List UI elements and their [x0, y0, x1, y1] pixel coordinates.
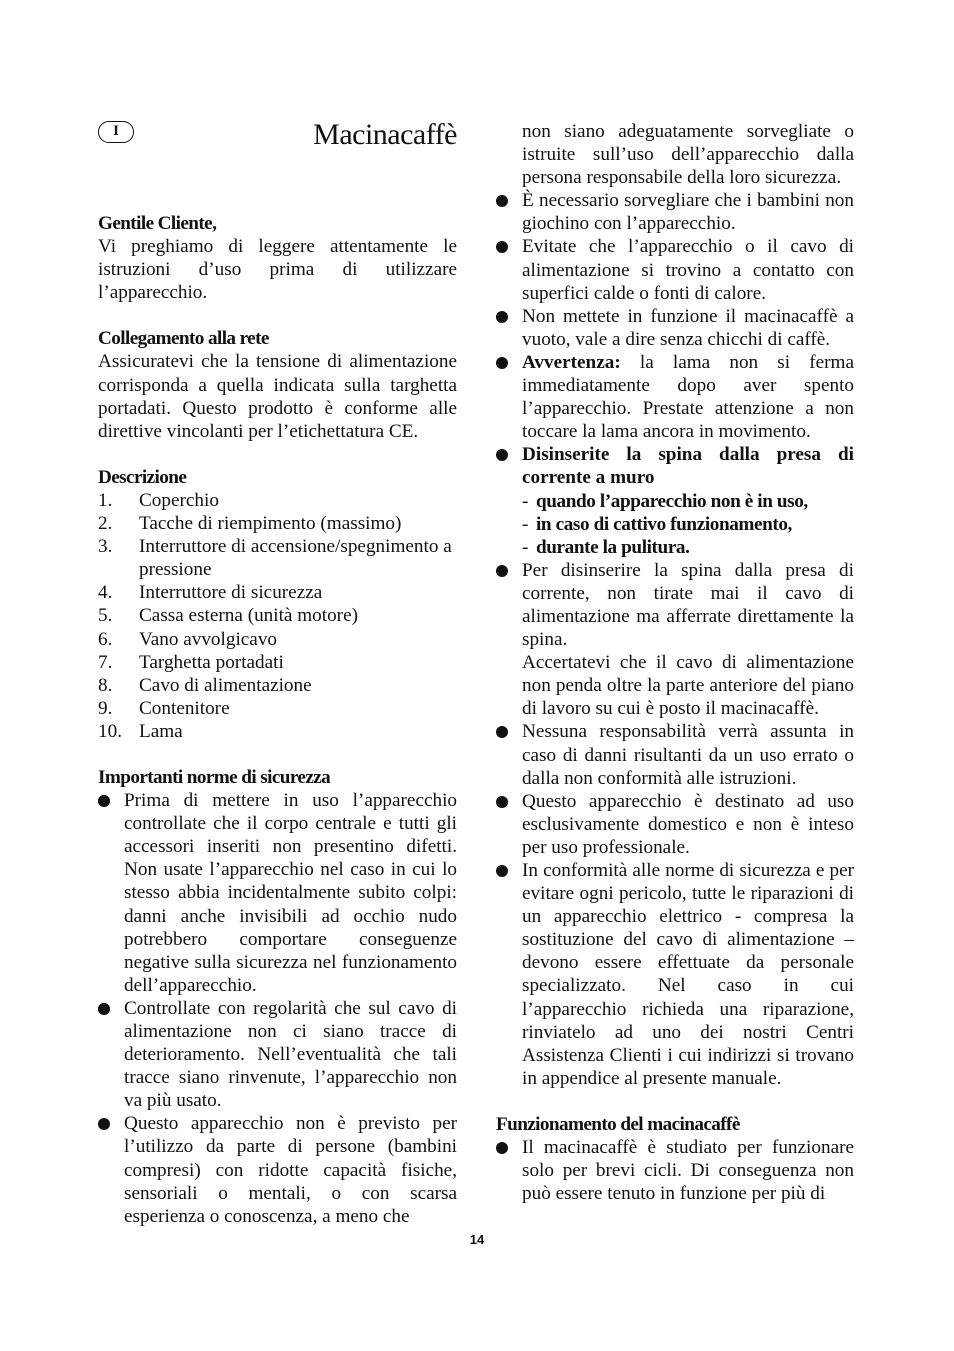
list-item [496, 720, 854, 789]
list-item [98, 489, 457, 512]
bullet-icon [496, 565, 508, 577]
list-item-number: 6. [98, 628, 113, 650]
page-number: 14 [469, 1232, 485, 1247]
list-item [98, 604, 457, 627]
unplug-case-text: durante la pulitura. [536, 536, 690, 558]
list-item-text: Lama [139, 720, 183, 742]
intro-text: Vi preghiamo di leggere attentamente le istruzioni d’uso prima di utilizzare l’apparecchio. [98, 236, 457, 304]
bullet-icon [496, 865, 508, 877]
bullet-icon [496, 1142, 508, 1154]
list-item [496, 305, 854, 351]
greeting: Gentile Cliente, [98, 213, 217, 234]
unplug-case-text: in caso di cattivo funzionamento, [536, 513, 792, 535]
list-item [496, 1136, 854, 1205]
list-item [496, 559, 854, 721]
list-item-text: Coperchio [139, 489, 219, 511]
bullet-icon [496, 449, 508, 461]
warning-text: la lama non si ferma immediatamente dopo aver spento l’apparecchio. Prestate attenzione a non toccare la lama ancora in movimento. [522, 351, 854, 443]
bullet-icon [98, 1118, 110, 1130]
dash-marker: - [522, 536, 528, 558]
list-item [98, 535, 457, 581]
bullet-icon [496, 796, 508, 808]
list-item-number: 8. [98, 674, 113, 696]
list-item-text: Cassa esterna (unità motore) [139, 605, 358, 627]
unplug-case [522, 490, 854, 513]
list-item-text: Per disinserire la spina dalla presa di corrente, non tirate mai il cavo di alimentazione ma afferrate direttamente la spina. [522, 559, 854, 651]
list-item-text: Tacche di riempimento (massimo) [139, 513, 402, 535]
list-item-number: 5. [98, 605, 113, 627]
unplug-case-text: quando l’apparecchio non è in uso, [536, 490, 808, 512]
list-item-text: Interruttore di sicurezza [139, 582, 323, 604]
list-item-text: Contenitore [139, 697, 230, 719]
operation-heading: Funzionamento del macinacaffè [496, 1113, 740, 1135]
list-item [496, 235, 854, 304]
list-item [496, 790, 854, 859]
list-item [496, 351, 854, 443]
list-item-text: Interruttore di accensione/spegnimento a pressione [139, 536, 452, 581]
list-item-text: Il macinacaffè è studiato per funzionare solo per brevi cicli. Di conseguenza non può essere tenuto in funzione per più di [522, 1137, 854, 1205]
left-column [98, 120, 457, 1228]
bullet-icon [496, 311, 508, 323]
list-item-number: 3. [98, 536, 113, 558]
right-column [496, 120, 854, 1205]
list-item [98, 581, 457, 604]
safety-heading: Importanti norme di sicurezza [98, 766, 331, 788]
safety-continuation: non siano adeguatamente sorvegliate o istruite sull’uso dell’apparecchio dalla persona responsabile della loro sicurezza. [522, 121, 854, 189]
bullet-icon [496, 726, 508, 738]
dash-marker: - [522, 490, 528, 512]
list-item-number: 1. [98, 489, 113, 511]
list-item-number: 10. [98, 720, 122, 742]
list-item [98, 512, 457, 535]
operation-list [496, 1136, 854, 1205]
list-item [98, 1112, 457, 1227]
list-item [98, 720, 457, 743]
list-item-text: È necessario sorvegliare che i bambini non giochino con l’apparecchio. [522, 190, 854, 235]
list-item-text: Controllate con regolarità che sul cavo di alimentazione non ci siano tracce di deterioramento. Nell’eventualità che tali tracce siano rinvenute, l’apparecchio non va più usato. [124, 997, 457, 1112]
list-item [98, 997, 457, 1112]
list-item-text: Questo apparecchio è destinato ad uso esclusivamente domestico e non è inteso per uso professionale. [522, 790, 854, 858]
list-item-number: 4. [98, 582, 113, 604]
connection-text: Assicuratevi che la tensione di alimentazione corrisponda a quella indicata sulla targhetta portadati. Questo prodotto è conforme alle direttive vincolanti per l’etichettatura CE. [98, 351, 457, 442]
list-item-text: In conformità alle norme di sicurezza e per evitare ogni pericolo, tutte le riparazioni di un apparecchio elettrico - compresa la sostituzione del cavo di alimentazione – devono essere effettuate da personale specializzato. Nel caso in cui l’apparecchio richieda una riparazione, rinviatelo ad uno dei nostri Centri Assistenza Clienti i cui indirizzi si trovano in appendice al presente manuale. [522, 860, 854, 1089]
connection-heading: Collegamento alla rete [98, 328, 269, 350]
page-title: Macinacaffè [313, 118, 457, 151]
list-item [98, 789, 457, 997]
list-item-text: Vano avvolgicavo [139, 628, 278, 650]
list-item-text: Non mettete in funzione il macinacaffè a vuoto, vale a dire senza chicchi di caffè. [522, 305, 854, 350]
bullet-icon [98, 795, 110, 807]
list-item-number: 7. [98, 651, 113, 673]
unplug-heading: Disinserite la spina dalla presa di corrente a muro [522, 444, 854, 489]
safety-list-right [496, 189, 854, 1090]
list-item [98, 697, 457, 720]
language-badge: I [98, 121, 134, 143]
dash-marker: - [522, 513, 528, 535]
warning-label: Avvertenza: [522, 351, 621, 373]
bullet-icon [496, 357, 508, 369]
parts-list [98, 489, 457, 743]
bullet-icon [98, 1003, 110, 1015]
unplug-case [522, 513, 854, 536]
list-item [98, 651, 457, 674]
list-item [98, 674, 457, 697]
list-item [496, 443, 854, 558]
description-heading: Descrizione [98, 466, 187, 488]
list-item-number: 9. [98, 697, 113, 719]
bullet-icon [496, 241, 508, 253]
list-item-text: Targhetta portadati [139, 651, 284, 673]
list-item-text: Nessuna responsabilità verrà assunta in caso di danni risultanti da un uso errato o dalla non conformità alle istruzioni. [522, 721, 854, 789]
list-item [496, 859, 854, 1090]
unplug-case [522, 536, 854, 559]
list-item-text: Evitate che l’apparecchio o il cavo di alimentazione si trovino a contatto con superfici calde o fonti di calore. [522, 236, 854, 304]
list-item [496, 189, 854, 235]
safety-list-left [98, 789, 457, 1228]
list-item [98, 628, 457, 651]
list-item-text: Questo apparecchio non è previsto per l’utilizzo da parte di persone (bambini compresi) con ridotte capacità fisiche, sensoriali o mentali, o con scarsa esperienza o conoscenza, a meno che [124, 1113, 457, 1227]
list-item-number: 2. [98, 513, 113, 535]
bullet-icon [496, 195, 508, 207]
unplug-cases [522, 490, 854, 559]
list-item-text: Cavo di alimentazione [139, 674, 312, 696]
list-item-text: Prima di mettere in uso l’apparecchio controllate che il corpo centrale e tutti gli accessori inseriti non presentino difetti. Non usate l’apparecchio nel caso in cui lo stesso abbia incidentalmente subito colpi: danni anche invisibili ad occhio nudo potrebbero comportare conseguenze negative sulla sicurezza nel funzionamento dell’apparecchio. [124, 790, 457, 996]
list-item-text: Accertatevi che il cavo di alimentazione non penda oltre la parte anteriore del piano di lavoro su cui è posto il macinacaffè. [522, 652, 854, 720]
